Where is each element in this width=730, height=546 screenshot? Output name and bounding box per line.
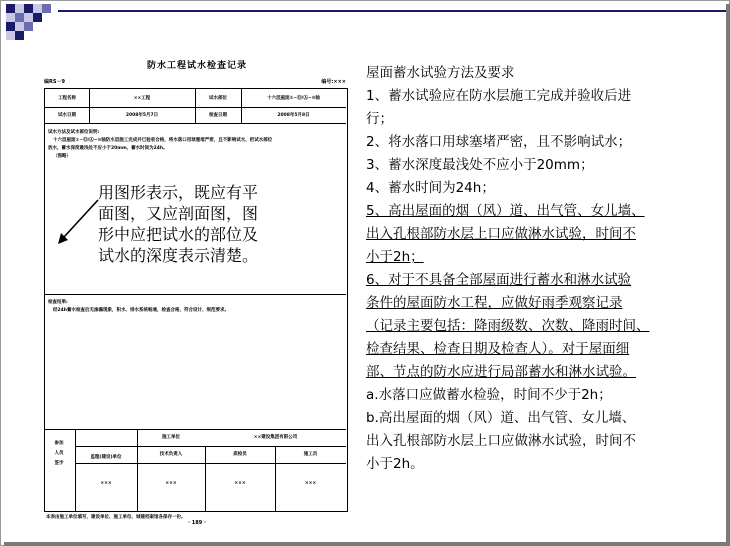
callout-line: 形中应把试水的部位及: [98, 225, 259, 244]
signature-value: ×××: [165, 481, 177, 486]
contractor-name: ××建设集团有限公司: [253, 435, 298, 440]
callout-line: 面图，又应剖面图，图: [98, 204, 259, 223]
signature-value: ×××: [100, 481, 112, 486]
method-heading: 试水方法及试水部位说明:: [48, 130, 100, 135]
label-project-name: 工程名称: [58, 96, 76, 101]
instruction-line: b.高出屋面的烟（风）道、出气管、女儿墙、: [366, 410, 636, 426]
instruction-line-underlined: 检查结果、检查日期及检查人）。对于屋面细: [366, 341, 630, 357]
form-number: 编号:×××: [321, 79, 346, 85]
role-tech-lead: 技术负责人: [159, 452, 183, 457]
method-line: 放水，蓄水深度最浅处不应小于20mm，蓄水时间为24h。: [48, 146, 168, 151]
instruction-line: 行；: [366, 111, 393, 127]
role-inspector: 质检员: [233, 452, 247, 457]
value-project-name: ××工程: [133, 96, 151, 101]
instruction-line: a.水落口应做蓄水检验，时间不少于2h；: [366, 387, 612, 403]
page-number: · 189 ·: [188, 520, 206, 526]
instruction-line: 小于2h。: [366, 456, 424, 472]
instruction-line-underlined: 小于2h；: [366, 249, 424, 265]
instruction-line-underlined: 部、节点的防水应进行局部蓄水和淋水试验。: [366, 364, 636, 380]
label-contractor-unit: 施工单位: [162, 435, 180, 440]
result-line: 经24h蓄水检查后无渗漏现象，积水、排水系统畅通，检查合格，符合设计、规范要求。: [53, 308, 229, 313]
form-footnote: 本表由施工单位填写，建设单位、施工单位、城建档案馆各保存一份。: [46, 515, 186, 520]
instructions-heading: 屋面蓄水试验方法及要求: [366, 65, 515, 81]
label-test-location: 试水部位: [209, 96, 227, 101]
instruction-line-underlined: 5、高出屋面的烟（风）道、出气管、女儿墙、: [366, 203, 645, 219]
callout-text: [98, 182, 288, 266]
instruction-line: 2、将水落口用球塞堵严密，且不影响试水；: [366, 134, 632, 150]
signature-side-label: 参加人员签字: [54, 441, 64, 466]
instruction-line-underlined: 6、对于不具备全部屋面进行蓄水和淋水试验: [366, 272, 632, 288]
instruction-line: 4、蓄水时间为24h；: [366, 180, 495, 196]
instruction-line: 3、蓄水深度最浅处不应小于20mm；: [366, 157, 594, 173]
callout-line: 试水的深度表示清楚。: [98, 246, 259, 265]
form-title: 防水工程试水检查记录: [146, 61, 247, 71]
value-test-date: 2008年5月7日: [125, 113, 159, 118]
method-line: 十六层屋面①~⑬/Ⓐ~⑩轴防水层施工完成并已验收合格，将水落口用球塞堵严密，且不影响试水，把试水部位: [53, 138, 273, 143]
instruction-line: 1、蓄水试验应在防水层施工完成并验收后进: [366, 88, 632, 104]
label-check-date: 检查日期: [209, 113, 227, 118]
instruction-line-underlined: 条件的屋面防水工程，应做好雨季观察记录: [366, 295, 623, 311]
value-test-location: 十六层屋面①~⑬/Ⓐ~⑩轴: [267, 96, 320, 101]
instructions-panel: [366, 62, 714, 476]
value-check-date: 2008年5月8日: [277, 113, 310, 118]
instruction-line-underlined: 出入孔根部防水层上口应做淋水试验，时间不: [366, 226, 636, 242]
label-test-date: 试水日期: [58, 113, 76, 118]
role-foreman: 施工员: [303, 452, 318, 457]
instruction-line-underlined: （记录主要包括：降雨级数、次数、降雨时间、: [366, 318, 650, 334]
method-line: （图略）: [53, 154, 71, 159]
callout-line: 用图形表示，既应有平: [98, 183, 259, 202]
signature-value: ×××: [304, 481, 317, 486]
form-code: 编RS－9: [44, 79, 65, 85]
signature-value: ×××: [234, 481, 246, 486]
label-supervisor-unit: 监理(建设)单位: [90, 455, 122, 460]
result-heading: 检查结果:: [48, 300, 68, 305]
instruction-line: 出入孔根部防水层上口应做淋水试验，时间不: [366, 433, 636, 449]
